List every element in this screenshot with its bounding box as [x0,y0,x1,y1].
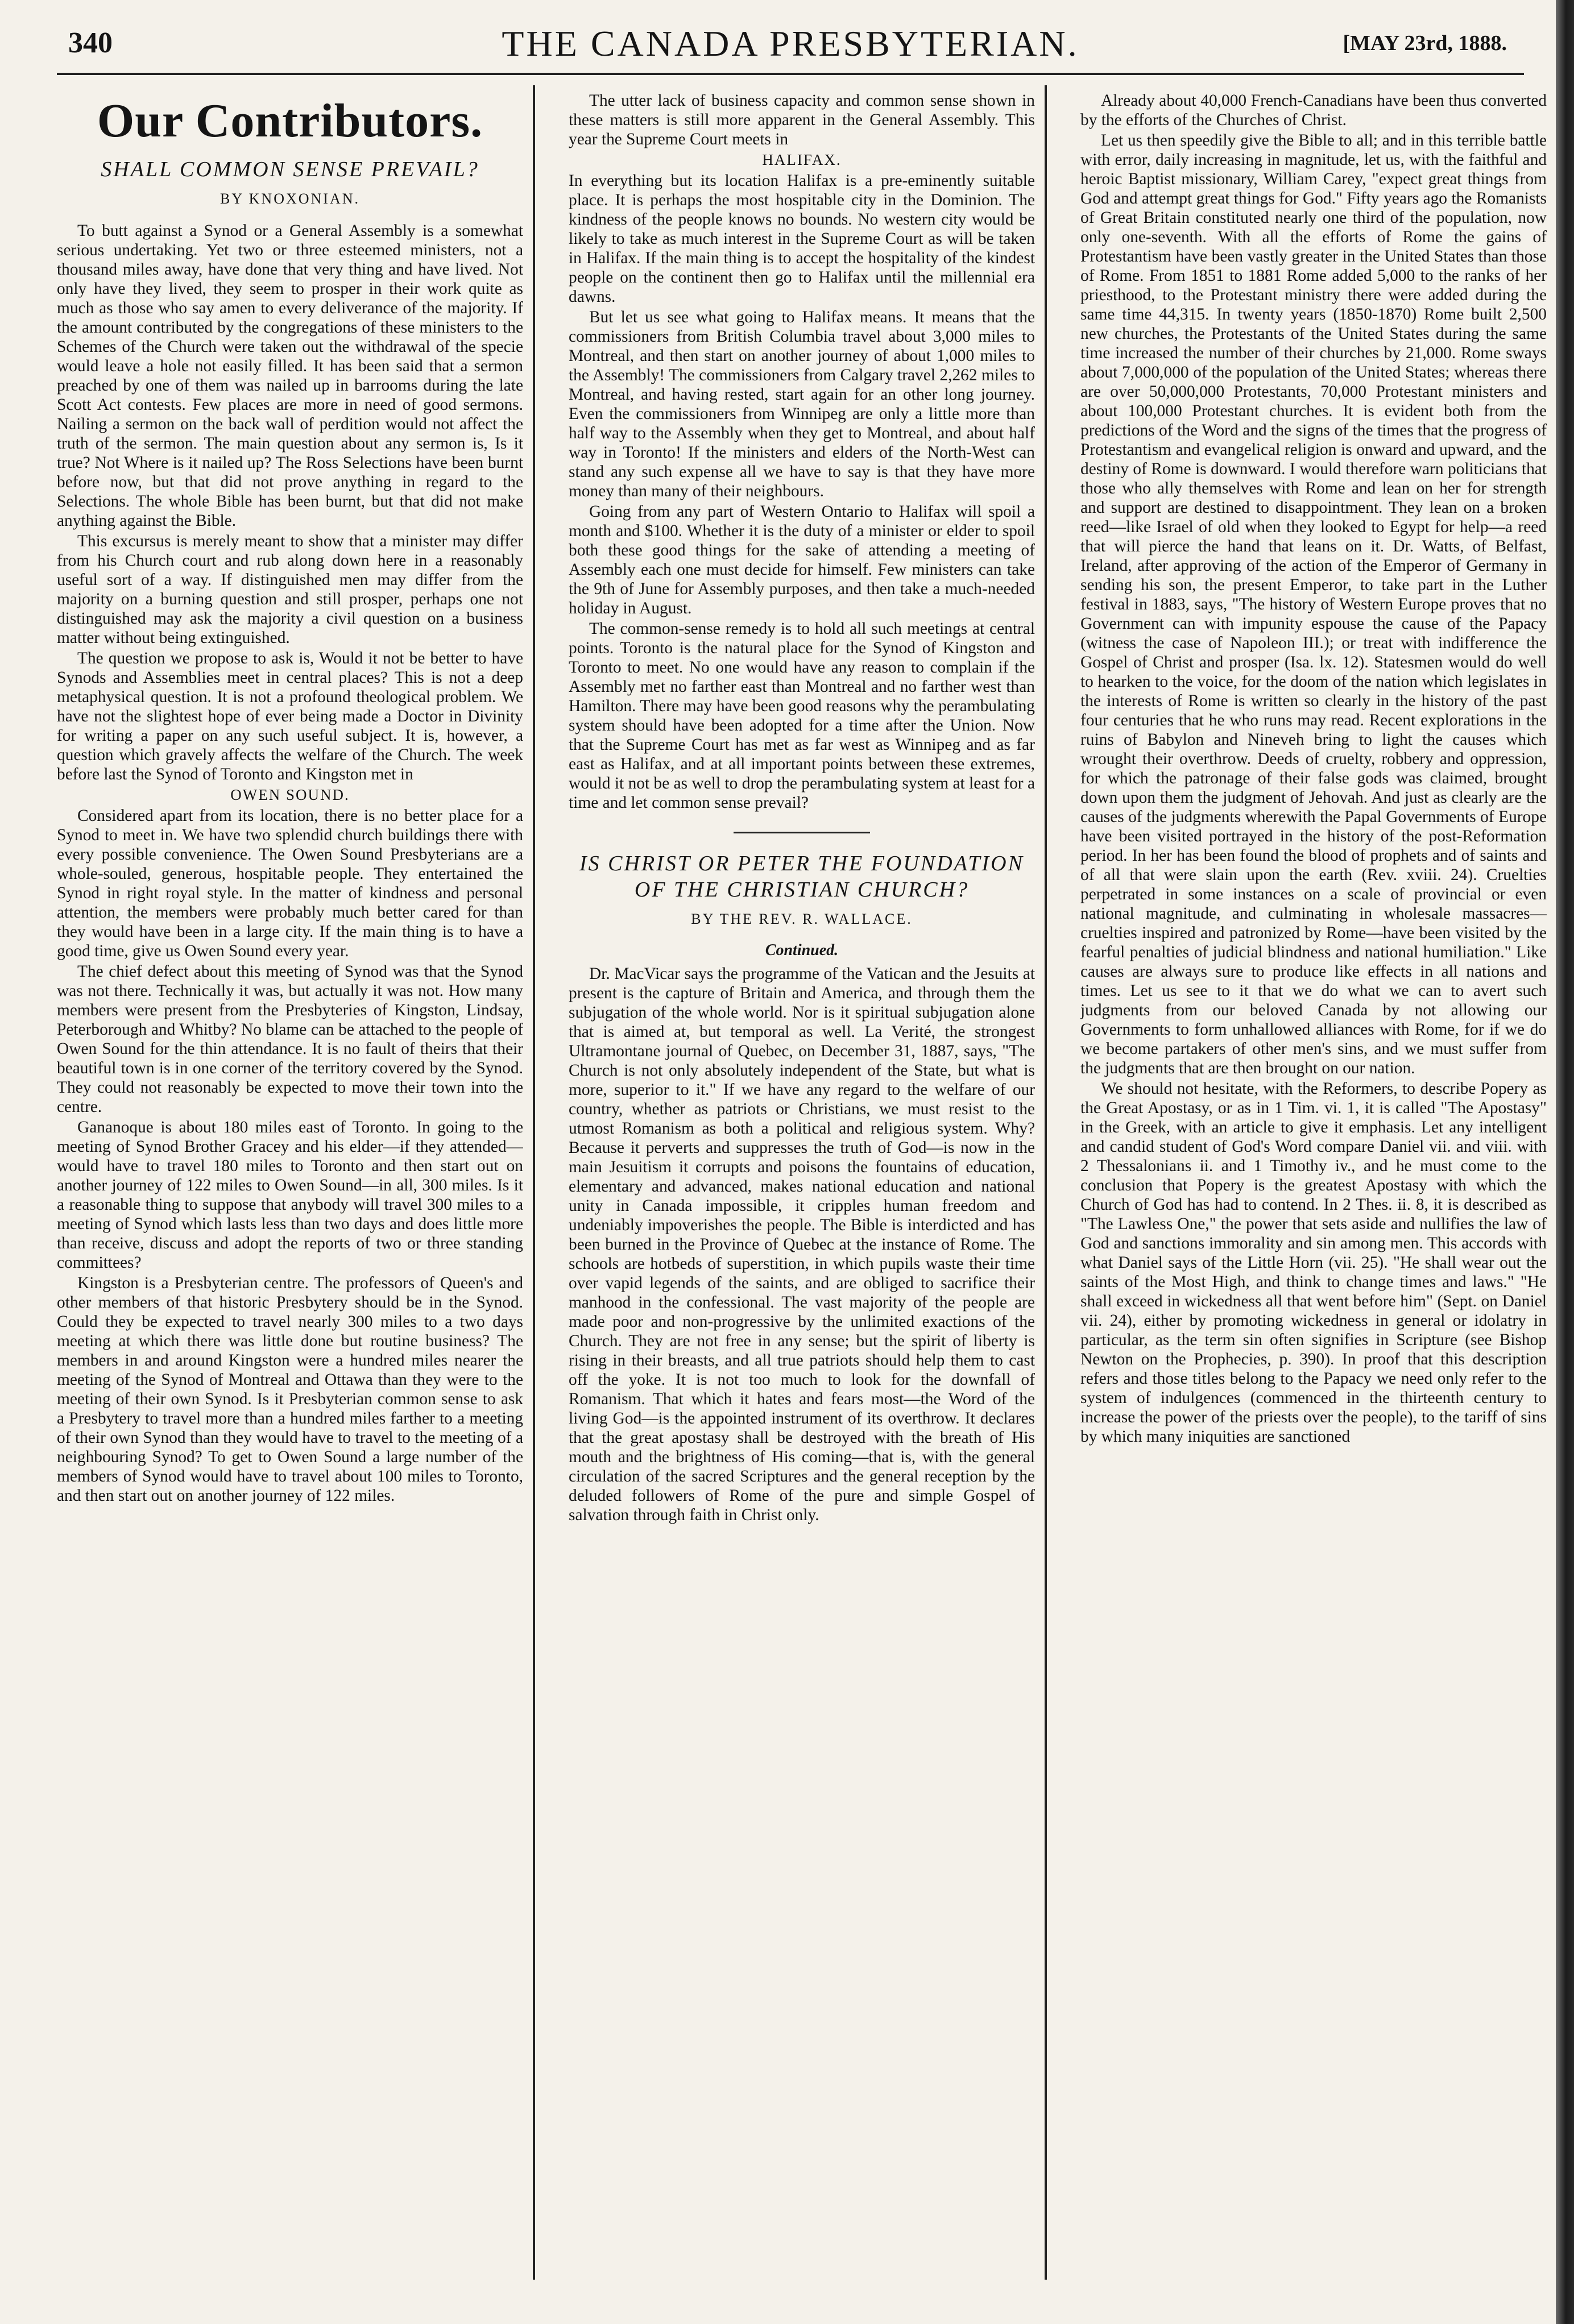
issue-date: [MAY 23rd, 1888. [1343,31,1507,55]
page-number: 340 [68,27,113,59]
article-byline: BY KNOXONIAN. [219,190,361,207]
column-1 [57,91,523,2285]
article-title: IS CHRIST OR PETER THE FOUNDATION OF THE CHRISTIAN CHURCH? [579,852,1024,902]
page-header [57,23,1524,63]
journal-title: THE CANADA PRESBYTERIAN. [502,23,1079,64]
header-rule [57,73,1524,75]
paragraph: We should not hesitate, with the Reformers, to describe Popery as the Great Apostasy, or as in 1 Tim. vi. 1, it is called "The Apostasy" in the Greek, with an article to give it emphasis. Let any intelligent and candid student of God's Word compare Daniel vii. and viii. with 2 Thessalonians ii. and 1 Timothy iv., and he must come to the conclusion that Popery is the greatest Apostasy with which the Church of God has had to contend. In 2 Thes. ii. 8, it is described as "The Lawless One," the power that sets aside and nullifies the law of God and sanctions immorality and sin among men. This accords with what Daniel says of the Little Horn (vii. 25). "He shall wear out the saints of the Most High, and think to change times and laws." "He shall exceed in wickedness all that went before him" (Sept. on Daniel vii. 24), either by promoting wickedness in general or idolatry in particular, as the term sin often signifies in Scripture (see Bishop Newton on the Prophecies, p. 390). In proof that this description refers and those titles belong to the Papacy we need only refer to the system of indulgences (commenced in the thirteenth century to increase the power of the priests over the people), to the tariff of sins by which many iniquities are sanctioned [1080,1080,1547,1446]
paragraph: The question we propose to ask is, Would it not be better to have Synods and Assemblies meet in central places? This is not a deep metaphysical question. It is not a profound theological problem. We have not the slightest hope of ever being made a Doctor in Divinity for writing a paper on any such useful subject. It is, however, a question which gravely affects the welfare of the Church. The week before last the Synod of Toronto and Kingston met in [57,649,523,783]
column-2 [569,91,1035,2285]
paragraph: Considered apart from its location, there is no better place for a Synod to meet in. We have two splendid church buildings there with every possible convenience. The Owen Sound Presbyterians are a whole-souled, generous, hospitable people. They entertained the Synod in right royal style. In the matter of kindness and personal attention, the members were probably much better cared for than they would have been in a large city. If the main thing is to have a good time, give us Owen Sound every year. [57,807,523,960]
paragraph: But let us see what going to Halifax means. It means that the commissioners from British Columbia travel about 3,000 miles to Montreal, and then start on another journey of about 1,000 miles to the Assembly! The commissioners from Calgary travel 2,262 miles to Montreal, and having rested, start again for an other long journey. Even the commissioners from Winnipeg are only a little more than half way to the Assembly when they get to Montreal, and about half way in Toronto! If the ministers and elders of the North-West can stand any such expense all we have to say is that they have more money than many of their neighbours. [569,308,1035,500]
paragraph: Already about 40,000 French-Canadians have been thus converted by the efforts of the Churches of Christ. [1080,92,1547,129]
paragraph: The common-sense remedy is to hold all such meetings at central points. Toronto is the natural place for the Synod of Kingston and Toronto to meet. No one would have any reason to complain if the Assembly met no farther east than Montreal and no farther west than Hamilton. There may have been good reasons why the perambulating system should have been adopted for a time after the Union. Now that the Supreme Court has met as far west as Winnipeg and as far east as Halifax, and at all important points between these extremes, would it not be as well to drop the perambulating system at least for a time and let common sense prevail? [569,620,1035,812]
column-divider-1 [533,85,535,2280]
continued-label: Continued. [765,941,839,959]
paragraph: Gananoque is about 180 miles east of Toronto. In going to the meeting of Synod Brother Gracey and his elder—if they attended—would have to travel 180 miles to Toronto and then start out on another journey of 122 miles to Owen Sound—in all, 300 miles. Is it a reasonable thing to suppose that anybody will travel 300 miles to a meeting of Synod which lasts less than two days and does little more than receive, discuss and adopt the reports of two or three standing committees? [57,1118,523,1272]
paragraph: Kingston is a Presbyterian centre. The professors of Queen's and other members of that historic Presbytery should be in the Synod. Could they be expected to travel nearly 300 miles to a two days meeting at which there was little done but routine business? The members in and around Kingston were a hundred miles nearer the meeting of the Synod of Montreal and Ottawa than they were to the meeting of their own Synod. Is it Presbyterian common sense to ask a Presbytery to travel more than a hundred miles farther to a meeting of their own Synod than they would have to travel to the meeting of a neighbouring Synod? To get to Owen Sound a large number of the members of Synod would have to travel about 100 miles to Toronto, and then start out on another journey of 122 miles. [57,1274,523,1505]
paragraph: Going from any part of Western Ontario to Halifax will spoil a month and $100. Whether it is the duty of a minister or elder to spoil both these good things for the sake of attending a meeting of Assembly each one must decide for himself. Few ministers can take the 9th of June for Assembly purposes, and then take a much-needed holiday in August. [569,503,1035,617]
column-3 [1080,91,1547,2285]
article-byline: BY THE REV. R. WALLACE. [691,911,913,927]
article-divider [734,832,870,833]
column-divider-2 [1045,85,1047,2280]
paragraph: To butt against a Synod or a General Assembly is a somewhat serious undertaking. Yet two or three esteemed ministers, not a thousand miles away, have done that very thing and have lived. Not only have they lived, they seem to prosper in their work quite as much as those who say amen to every deliverance of the majority. If the amount contributed by the congregations of these ministers to the Schemes of the Church were taken out the withdrawal of the specie would leave a hole not easily filled. It has been said that a sermon preached by one of them was nailed up in barrooms during the late Scott Act contests. Few places are more in need of good sermons. Nailing a sermon on the back wall of perdition would not affect the truth of the sermon. The main question about any sermon is, Is it true? Not Where is it nailed up? The Ross Selections have been burnt before now, but that did not prove anything in regard to the Selections. The whole Bible has been burnt, but that did not make anything against the Bible. [57,222,523,530]
subheading: OWEN SOUND. [230,786,350,803]
paragraph: In everything but its location Halifax is a pre-eminently suitable place. It is perhaps the most hospitable city in the Dominion. The kindness of the people knows no bounds. No western city would be likely to take as much interest in the Supreme Court as will be taken in Halifax. If the main thing is to accept the hospitality of the kindest people on the continent then go to Halifax until the millennial era dawns. [569,172,1035,306]
paragraph: This excursus is merely meant to show that a minister may differ from his Church court and rub along down here in a reasonably useful sort of a way. If distinguished men may differ from the majority on a burning question and still prosper, perhaps one not distinguished may ask the majority a civil question on a business matter without being extinguished. [57,532,523,647]
section-title: Our Contributors. [97,94,483,147]
subheading: HALIFAX. [762,151,842,168]
paragraph: Dr. MacVicar says the programme of the Vatican and the Jesuits at present is the capture of Britain and America, and through them the subjugation of the whole world. Nor is it spiritual subjugation alone that is aimed at, but temporal as well. La Verité, the strongest Ultramontane journal of Quebec, on December 31, 1887, says, "The Church is not only absolutely independent of the State, but what is more, superior to it." If we have any regard to the welfare of our country, whether as patriots or Christians, we must resist to the utmost Romanism as both a political and religious system. Why? Because it perverts and suppresses the truth of God—is now in the main Jesuitism it corrupts and poisons the fountains of education, elementary and advanced, makes national education and national unity in Canada impossible, it cripples human freedom and undeniably impoverishes the people. The Bible is interdicted and has been burned in the Province of Quebec at the instance of Rome. The schools are hotbeds of superstition, in which pupils waste their time over vapid legends of the saints, and are obliged to sacrifice their manhood in the confessional. The vast majority of the people are made poor and non-progressive by the unlimited exactions of the Church. They are not free in any sense; but the spirit of liberty is rising in their breasts, and all true patriots should help them to cast off the yoke. It is not too much to look for the downfall of Romanism. That which it hates and fears most—the Word of the living God—is the appointed instrument of its overthrow. It declares that the great apostasy shall be destroyed with the breath of His mouth and the brightness of His coming—that is, with the general circulation of the sacred Scriptures and the general reception by the deluded followers of Rome of the pure and simple Gospel of salvation through faith in Christ only. [569,965,1035,1524]
page-edge-shadow [1556,0,1574,2324]
paragraph: Let us then speedily give the Bible to all; and in this terrible battle with error, daily increasing in magnitude, let us, with the faithful and heroic Baptist missionary, William Carey, "expect great things from God and attempt great things for God." Fifty years ago the Romanists of Great Britain constituted nearly one third of the population, now only one-seventh. With all the efforts of Rome the gains of Protestantism have been vastly greater in the United States than those of Rome. From 1851 to 1881 Rome added 5,000 to the ranks of her priesthood, to the Protestant ministry there were added during the same time 44,315. In twenty years (1850-1870) Rome built 2,500 new churches, the Protestants of the United States during the same time increased the number of their churches by 21,000. Rome sways about 7,000,000 of the population of the United States; whereas there are over 50,000,000 Protestants, 70,000 Protestant ministers and about 100,000 Protestant churches. It is evident both from the predictions of the Word and the signs of the times that the progress of Protestantism and evangelical religion is onward and upward, and the destiny of Rome is downward. I would therefore warn politicians that those who ally themselves with Rome and lean on her for strength and support are destined to disappointment. They lean on a broken reed—like Israel of old when they looked to Egypt for help—a reed that will pierce the hand that leans on it. Dr. Watts, of Belfast, Ireland, after approving of the action of the Emperor of Germany in sending his son, the present Emperor, to take part in the Luther festival in 1883, says, "The history of Western Europe proves that no Government can with impunity espouse the cause of the Papacy (witness the case of Napoleon III.); or treat with indifference the Gospel of Christ and prosper (Isa. lx. 12). Statesmen would do well to hearken to the voice, for the doom of the nation which legislates in the interests of Rome is written so clearly in the history of the past four centuries that he who runs may read. Recent explorations in the ruins of Babylon and Nineveh bring to light the causes which wrought their overthrow. Deeds of cruelty, robbery and oppression, for which the patronage of their false gods was claimed, brought down upon them the judgment of Jehovah. And just as clearly are the causes of the judgments wherewith the Papal Governments of Europe have been visited portrayed in the history of the post-Reformation period. In her has been found the blood of prophets and of saints and of all that were slain upon the earth (Rev. xviii. 24). Cruelties perpetrated in some instances on a scale of provincial or even national magnitude, and culminating in wholesale massacres—cruelties inspired and patronized by Rome—have been visited by the fearful penalties of judicial blindness and national humiliation." Like causes are always sure to produce like effects in all nations and times. Let us see to it that we do what we can to avert such judgments from our beloved Canada by not allowing our Governments to form unhallowed alliances with Rome, for if we do we become partakers of other men's sins, and we must suffer from the judgments that are then brought on our nation. [1080,131,1547,1077]
paragraph: The chief defect about this meeting of Synod was that the Synod was not there. Technically it was, but actually it was not. How many members were present from the Presbyteries of Kingston, Lindsay, Peterborough and Whitby? No blame can be attached to the people of Owen Sound for the thin attendance. It is no fault of theirs that their beautiful town is in one corner of the territory covered by the Synod. They could not reasonably be expected to move their town into the centre. [57,962,523,1116]
article-title: SHALL COMMON SENSE PREVAIL? [101,157,479,181]
paragraph: The utter lack of business capacity and common sense shown in these matters is still more apparent in the General Assembly. This year the Supreme Court meets in [569,92,1035,148]
